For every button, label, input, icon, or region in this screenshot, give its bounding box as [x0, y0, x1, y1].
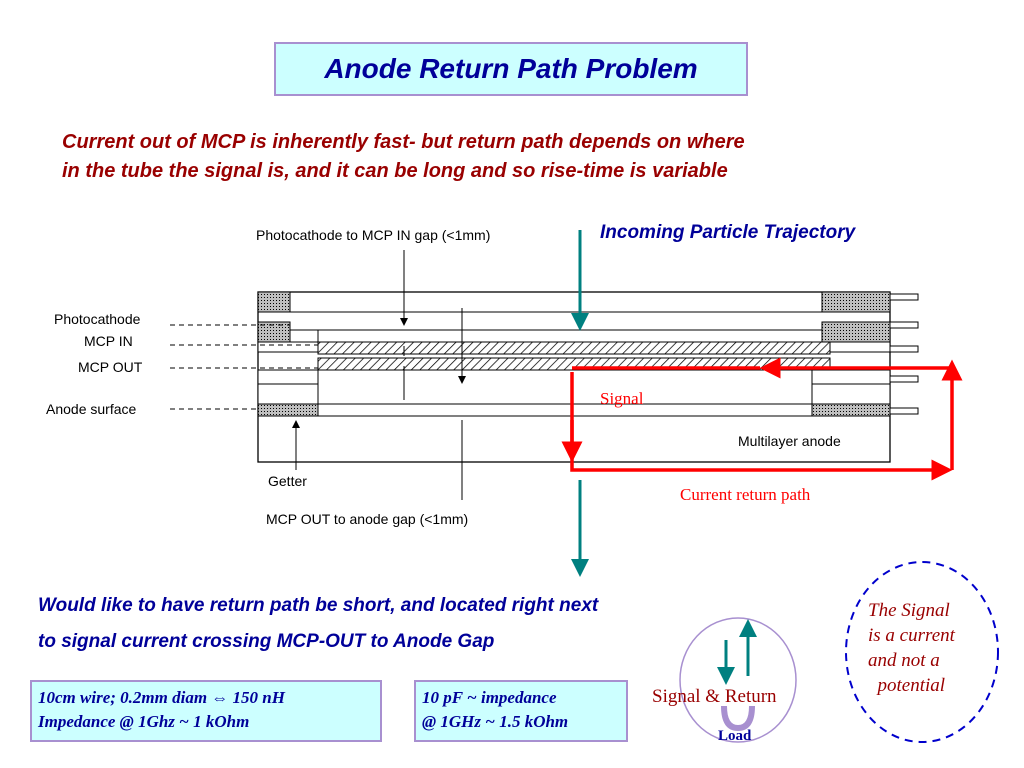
circle-note-text	[868, 598, 998, 698]
label-signal: Signal	[600, 389, 644, 408]
label-mcp-out: MCP OUT	[78, 359, 143, 375]
wire-line-2: Impedance @ 1Ghz ~ 1 kOhm	[38, 712, 250, 731]
pf-line-1: 10 pF ~ impedance	[422, 688, 557, 707]
capacitor-impedance-box	[414, 680, 628, 742]
load-loop	[724, 706, 752, 728]
label-photocathode: Photocathode	[54, 311, 141, 327]
circle-line-3: and not a	[868, 650, 940, 671]
circle-line-4: potential	[868, 675, 946, 696]
signal-return-circle	[680, 618, 796, 742]
would-like-line-2: to signal current crossing MCP-OUT to Anode Gap	[38, 631, 495, 652]
intro-line-1: Current out of MCP is inherently fast- but return path depends on where	[62, 131, 745, 153]
label-current-return-path: Current return path	[680, 485, 811, 504]
label-mcp-in: MCP IN	[84, 333, 133, 349]
label-multilayer-anode: Multilayer anode	[738, 433, 841, 449]
pf-line-2: @ 1GHz ~ 1.5 kOhm	[422, 712, 569, 731]
label-anode-surface: Anode surface	[46, 401, 137, 417]
trajectory-label: Incoming Particle Trajectory	[600, 222, 856, 243]
left-seal-top	[258, 292, 290, 312]
circle-line-1: The Signal	[868, 600, 950, 621]
would-like-text	[38, 588, 598, 660]
wire-line-1: 10cm wire; 0.2mm diam ⇔ 150 nH	[38, 688, 285, 707]
intro-line-2: in the tube the signal is, and it can be long and so rise-time is variable	[62, 160, 728, 182]
label-getter: Getter	[268, 473, 307, 489]
right-seal-top	[822, 292, 890, 312]
page-title: Anode Return Path Problem	[324, 53, 698, 84]
circle-line-2: is a current	[868, 625, 955, 646]
mcp-in-layer	[318, 342, 830, 354]
would-like-line-1: Would like to have return path be short, and located right next	[38, 595, 599, 616]
right-seal-mid	[822, 322, 890, 342]
label-signal-return: Signal & Return	[652, 686, 777, 707]
wire-impedance-box	[30, 680, 382, 742]
label-mcp-out-gap: MCP OUT to anode gap (<1mm)	[266, 511, 469, 527]
label-load: Load	[718, 728, 752, 744]
getter-block	[258, 404, 318, 416]
label-photocathode-gap: Photocathode to MCP IN gap (<1mm)	[256, 227, 491, 243]
